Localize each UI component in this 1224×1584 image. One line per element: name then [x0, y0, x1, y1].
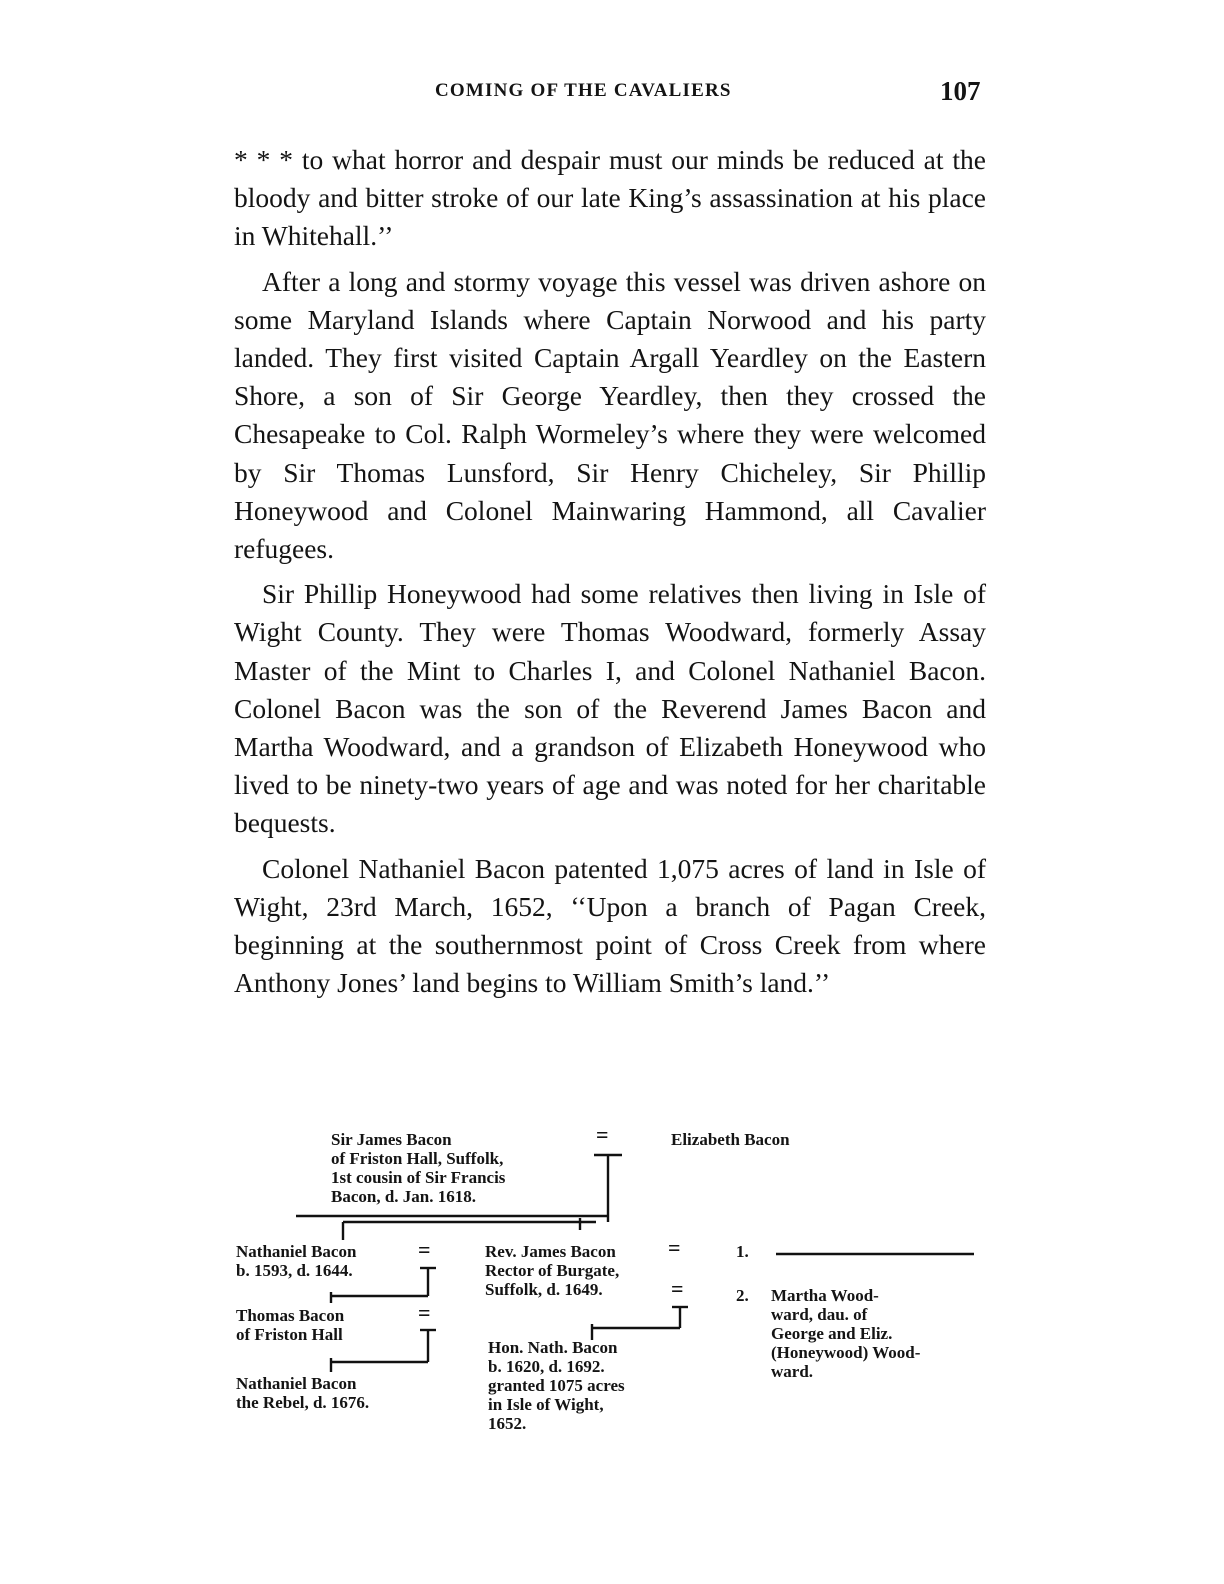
person-rev-james-bacon: Rev. James Bacon Rector of Burgate, Suffolk, d. 1649.: [485, 1242, 620, 1299]
running-title: COMING OF THE CAVALIERS: [435, 80, 732, 101]
marriage-sign-thomas: =: [418, 1300, 431, 1325]
person-sir-james-bacon: Sir James Bacon of Friston Hall, Suffolk, 1st cousin of Sir Francis Bacon, d. Jan. 1618.: [331, 1130, 506, 1206]
person-thomas-bacon: Thomas Bacon of Friston Hall: [236, 1306, 345, 1344]
marriage-sign-rev-james-second: =: [671, 1276, 684, 1301]
wife-second-number: 2.: [736, 1286, 749, 1305]
marriage-sign-nathaniel: =: [418, 1237, 431, 1262]
body-text: [234, 141, 986, 1009]
person-hon-nathaniel-bacon: Hon. Nath. Bacon b. 1620, d. 1692. granted 1075 acres in Isle of Wight, 1652.: [488, 1338, 625, 1433]
paragraph-patent: Colonel Nathaniel Bacon patented 1,075 acres of land in Isle of Wight, 23rd March, 1652, ‘‘Upon a branch of Pagan Creek, beginning at the southernmost point of Cross Creek from where Anthony Jones’ land begins to William Smith’s land.’’: [234, 852, 986, 999]
paragraph-quote-end: * * * to what horror and despair must our minds be reduced at the bloody and bitter stroke of our late King’s assassination at his place in Whitehall.’’: [234, 144, 986, 252]
page-header: [0, 76, 1224, 108]
paragraph-relatives: Sir Phillip Honeywood had some relatives then living in Isle of Wight County. They were Thomas Woodward, formerly Assay Master of the Mint to Charles I, and Colonel Nathaniel Bacon. Colonel Bacon was the son of the Reverend James Bacon and Martha Woodward, and a grandson of Elizabeth Honeywood who lived to be ninety-two years of age and was noted for her charitable bequests.: [234, 578, 986, 839]
person-martha-woodward: Martha Wood- ward, dau. of George and Eliz. (Honeywood) Wood- ward.: [771, 1286, 921, 1381]
marriage-sign-rev-james: =: [668, 1235, 681, 1260]
person-elizabeth-bacon: Elizabeth Bacon: [671, 1130, 790, 1149]
marriage-sign-sir-james: =: [596, 1122, 609, 1147]
person-nathaniel-bacon-1593: Nathaniel Bacon b. 1593, d. 1644.: [236, 1242, 357, 1280]
paragraph-voyage: After a long and stormy voyage this vessel was driven ashore on some Maryland Islands where Captain Norwood and his party landed. They first visited Captain Argall Yeardley on the Eastern Shore, a son of Sir George Yeardley, then they crossed the Chesapeake to Col. Ralph Wormeley’s where they were welcomed by Sir Thomas Lunsford, Sir Henry Chicheley, Sir Phillip Honeywood and Colonel Mainwaring Hammond, all Cavalier refugees.: [234, 265, 986, 565]
wife-first-number: 1.: [736, 1242, 749, 1261]
page-number: 107: [940, 76, 981, 106]
person-nathaniel-bacon-rebel: Nathaniel Bacon the Rebel, d. 1676.: [236, 1374, 370, 1412]
